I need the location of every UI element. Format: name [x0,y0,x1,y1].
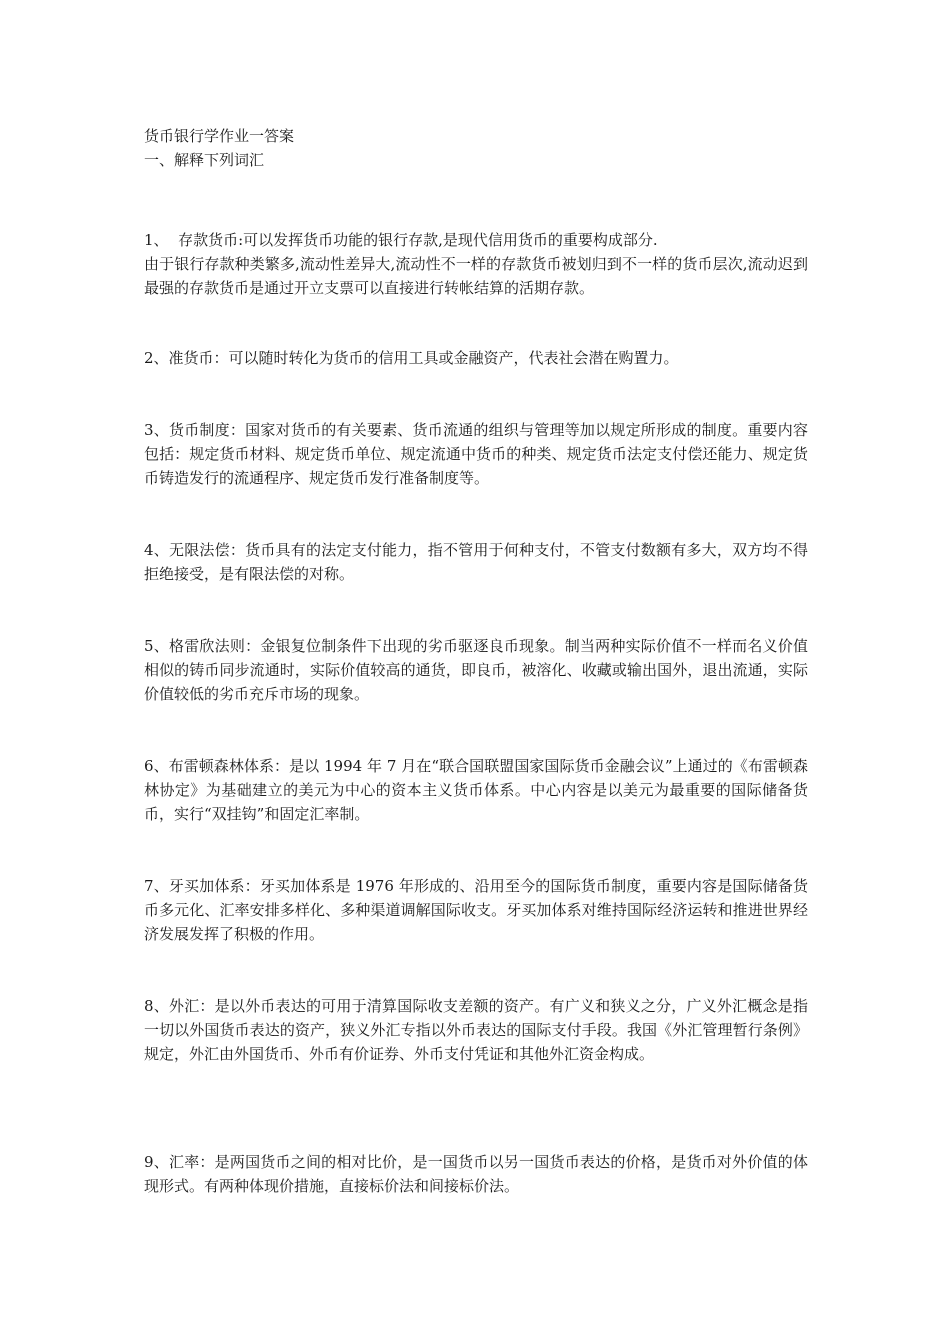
definition-entry [144,754,808,826]
definition-text: ：牙买加体系是 1976 年形成的、沿用至今的国际货币制度，重要内容是国际储备货币多元化、汇率安排多样化、多种渠道调解国际收支。牙买加体系对维持国际经济运转和推进世界经济发展发挥了积极的作用。 [144,877,808,943]
definition-text: ：是以外币表达的可用于清算国际收支差额的资产。有广义和狭义之分，广义外汇概念是指一切以外国货币表达的资产，狭义外汇专指以外币表达的国际支付手段。我国《外汇管理暂行条例》规定，外汇由外国货币、外币有价证券、外币支付凭证和其他外汇资金构成。 [144,997,808,1063]
definition-entry [144,994,808,1066]
definition-term: 6、布雷顿森林体系 [144,757,275,775]
document-title: 货币银行学作业一答案 [144,127,295,145]
definition-paragraph [144,634,808,706]
definition-paragraph [144,538,808,586]
section-heading: 一、解释下列词汇 [144,151,265,169]
definition-entry [144,228,808,300]
definition-paragraph [144,874,808,946]
definition-paragraph [144,346,808,370]
definition-entry [144,346,808,370]
definition-paragraph [144,1150,808,1198]
definition-entry [144,874,808,946]
document-page [144,124,809,1195]
definition-text: ：国家对货币的有关要素、货币流通的组织与管理等加以规定所形成的制度。重要内容包括：规定货币材料、规定货币单位、规定流通中货币的种类、规定货币法定支付偿还能力、规定货币铸造发行的流通程序、规定货币发行准备制度等。 [144,421,808,487]
definition-entry [144,538,808,586]
definition-entry [144,1150,808,1198]
definition-term: 1、 存款货币 [144,231,239,249]
definition-text: ：是两国货币之间的相对比价，是一国货币以另一国货币表达的价格，是货币对外价值的体现形式。有两种体现价措施，直接标价法和间接标价法。 [144,1153,808,1195]
definition-text: ：可以随时转化为货币的信用工具或金融资产，代表社会潜在购置力。 [213,349,679,367]
definition-paragraph [144,228,808,252]
definition-term: 5、格雷欣法则 [144,637,246,655]
definition-text: ：货币具有的法定支付能力，指不管用于何种支付，不管支付数额有多大，双方均不得拒绝接受，是有限法偿的对称。 [144,541,808,583]
definition-entry [144,418,808,490]
definition-text: :可以发挥货币功能的银行存款,是现代信用货币的重要构成部分. [238,231,658,249]
definition-paragraph [144,418,808,490]
definition-term: 4、无限法偿 [144,541,230,559]
definition-term: 9、汇率 [144,1153,200,1171]
definition-paragraph [144,754,808,826]
definition-text: ：金银复位制条件下出现的劣币驱逐良币现象。制当两种实际价值不一样而名义价值相似的铸币同步流通时，实际价值较高的通货，即良币，被溶化、收藏或输出国外，退出流通，实际价值较低的劣币充斥市场的现象。 [144,637,808,703]
definition-term: 7、牙买加体系 [144,877,245,895]
definition-paragraph [144,994,808,1066]
definition-term: 2、准货币 [144,349,214,367]
definition-text: ：是以 1994 年 7 月在“联合国联盟国家国际货币金融会议”上通过的《布雷顿森林协定》为基础建立的美元为中心的资本主义货币体系。中心内容是以美元为最重要的国际储备货币，实行“双挂钩”和固定汇率制。 [144,757,809,823]
definition-term: 8、外汇 [144,997,200,1015]
definition-term: 3、货币制度 [144,421,230,439]
definition-entry [144,634,808,706]
definition-paragraph: 由于银行存款种类繁多,流动性差异大,流动性不一样的存款货币被划归到不一样的货币层次,流动迟到最强的存款货币是通过开立支票可以直接进行转帐结算的活期存款。 [144,255,808,297]
